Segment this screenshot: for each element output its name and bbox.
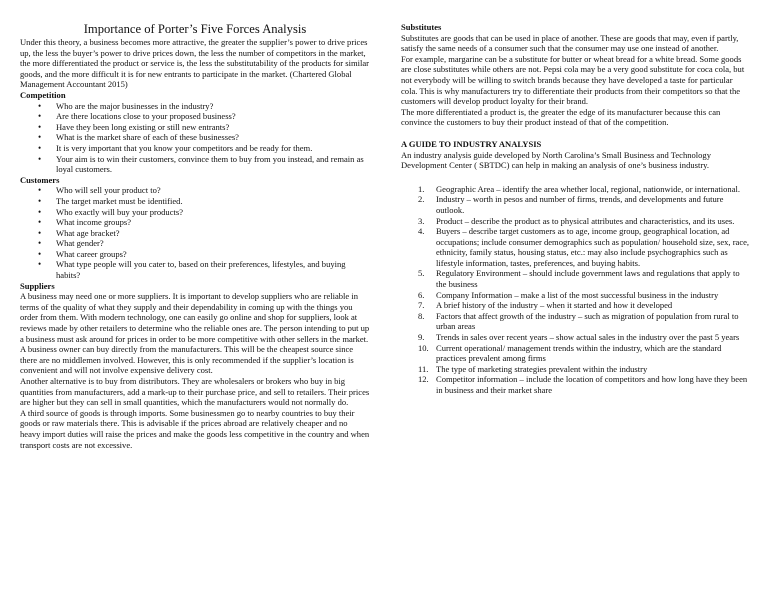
list-item: • What income groups? (56, 217, 370, 228)
guide-heading: A GUIDE TO INDUSTRY ANALYSIS (401, 138, 542, 149)
item-text: A brief history of the industry – when it started and how it developed (436, 300, 673, 311)
list-item: • What type people will you cater to, based on their preferences, lifestyles, and buying habits? (56, 259, 370, 280)
suppliers-paragraph: Another alternative is to buy from distributors. They are wholesalers or brokers who buy in big quantities from manufacturers, add a mark-up to their purchase price, and sell to retailers. Their prices are higher but they can sell in small quantities, which the manufacturers would not normally do. (20, 376, 370, 408)
page-title: Importance of Porter’s Five Forces Analysis (83, 22, 307, 36)
item-number: 7. (418, 300, 425, 311)
item-text: Buyers – describe target customers as to age, income group, geographical location, ad occupations; include consumer demographics such as population/ household size, sex, race, ethnicity, family status, housing status, etc.: may also include psychographics such as lifestyle information, tastes, preferences, and buying habits. (436, 226, 750, 268)
list-item: • What age bracket? (56, 228, 370, 239)
item-text: Regulatory Environment – should include government laws and regulations that apply to the business (436, 268, 740, 290)
list-item: • What gender? (56, 238, 370, 249)
list-item (401, 184, 751, 195)
customers-list (20, 185, 370, 280)
item-text: Company Information – make a list of the most successful business in the industry (436, 289, 719, 300)
item-text: Factors that affect growth of the industry – such as migration of population from rural to urban areas (436, 310, 739, 332)
guide-list (401, 184, 751, 396)
list-item (401, 332, 751, 343)
guide-intro: An industry analysis guide developed by North Carolina’s Small Business and Technology Development Center ( SBTDC) can help in making an analysis of one’s business industry. (401, 149, 711, 171)
competition-list (20, 101, 370, 175)
item-number: 3. (418, 215, 425, 226)
item-number: 5. (418, 268, 425, 279)
list-item (401, 374, 751, 395)
list-item: • Who exactly will buy your products? (56, 207, 370, 218)
substitutes-heading: Substitutes (401, 22, 442, 32)
list-item: • Who will sell your product to? (56, 185, 370, 196)
competition-heading: Competition (20, 89, 66, 100)
substitutes-paragraph: For example, margarine can be a substitute for butter or wheat bread for a white bread. Some goods are close substitutes while others are not. Pepsi cola may be a very good substitute for coca cola, but not everybody will be willing to switch brands because they have developed a taste for particular cola. This is why manufacturers try to differentiate their products from their competitors so that the customers will develop product loyalty for their brand. (401, 53, 745, 107)
item-number: 8. (418, 310, 425, 321)
intro-paragraph: Under this theory, a business becomes more attractive, the greater the supplier’s power to drive prices up, the less the buyer’s power to drive prices down, the less the number of competitors in the market, the more differentiated the product or service is, the less the substitutability of the products for similar goods, and the more difficult it is for new entrants to participate in the market. (Chartered Global Management Accountant 2015) (20, 37, 369, 90)
list-item (401, 226, 751, 268)
list-item (401, 364, 751, 375)
suppliers-heading: Suppliers (20, 280, 55, 291)
right-column (401, 22, 751, 396)
item-number: 6. (418, 289, 425, 300)
suppliers-paragraph: A third source of goods is through imports. Some businessmen go to nearby countries to buy their goods or raw materials there. This is advisable if the prices abroad are relatively cheaper and no heavy import duties will raise the prices and make the goods less competitive in the country and when transport costs are not excessive. (20, 407, 370, 450)
list-item: • The target market must be identified. (56, 196, 370, 207)
suppliers-paragraph: A business owner can buy directly from the manufacturers. This will be the cheapest source since there are no middlemen involved. However, this is only recommended if the supplier’s location is convenient and will not involve expensive delivery cost. (20, 344, 354, 376)
customers-heading: Customers (20, 174, 60, 185)
list-item: • Your aim is to win their customers, convince them to buy from you instead, and remain as loyal customers. (56, 154, 370, 175)
item-text: The type of marketing strategies prevalent within the industry (436, 363, 648, 374)
list-item: • What is the market share of each of these businesses? (56, 132, 370, 143)
list-item (401, 290, 751, 301)
list-item (401, 194, 751, 215)
item-number: 10. (418, 342, 429, 353)
left-column (20, 22, 370, 450)
list-item: • Who are the major businesses in the industry? (56, 101, 370, 112)
suppliers-paragraph: A business may need one or more suppliers. It is important to develop suppliers who are reliable in terms of the quality of what they supply and their dependability in coming up with the things you order from them. With modern technology, one can easily go online and shop for suppliers, look at reviews made by other retailers to determine who the reliable ones are. The person intending to put up a business must ask around for prices in order to be more competitive with other sellers in the market. (20, 291, 370, 344)
item-number: 1. (418, 183, 425, 194)
item-number: 11. (418, 363, 429, 374)
item-text: Product – describe the product as to physical attributes and characteristics, and its uses. (436, 215, 735, 226)
item-text: Industry – worth in pesos and number of firms, trends, and developments and future outlook. (436, 194, 724, 215)
item-number: 2. (418, 194, 425, 205)
list-item (401, 343, 751, 364)
list-item: • It is very important that you know your competitors and be ready for them. (56, 143, 370, 154)
item-text: Geographic Area – identify the area whether local, regional, nationwide, or international. (436, 183, 741, 194)
list-item: • What career groups? (56, 249, 370, 260)
item-number: 9. (418, 332, 425, 343)
list-item (401, 300, 751, 311)
list-item: • Are there locations close to your proposed business? (56, 111, 370, 122)
item-number: 12. (418, 374, 429, 385)
list-item (401, 268, 751, 289)
list-item: • Have they been long existing or still new entrants? (56, 122, 370, 133)
item-text: Current operational/ management trends within the industry, which are the standard practices prevalent among firms (436, 342, 722, 364)
item-number: 4. (418, 226, 425, 237)
item-text: Trends in sales over recent years – show actual sales in the industry over the past 5 years (436, 332, 740, 343)
list-item (401, 311, 751, 332)
substitutes-paragraph: The more differentiated a product is, the greater the edge of its manufacturer because this can convince the customers to buy their product instead of that of the competition. (401, 106, 721, 128)
list-item (401, 216, 751, 227)
substitutes-paragraph: Substitutes are goods that can be used in place of another. These are goods that may, even if partly, satisfy the same needs of a consumer such that the consumer may use one instead of another. (401, 32, 739, 54)
item-text: Competitor information – include the location of competitors and how long have they been in business and their market share (436, 374, 748, 395)
